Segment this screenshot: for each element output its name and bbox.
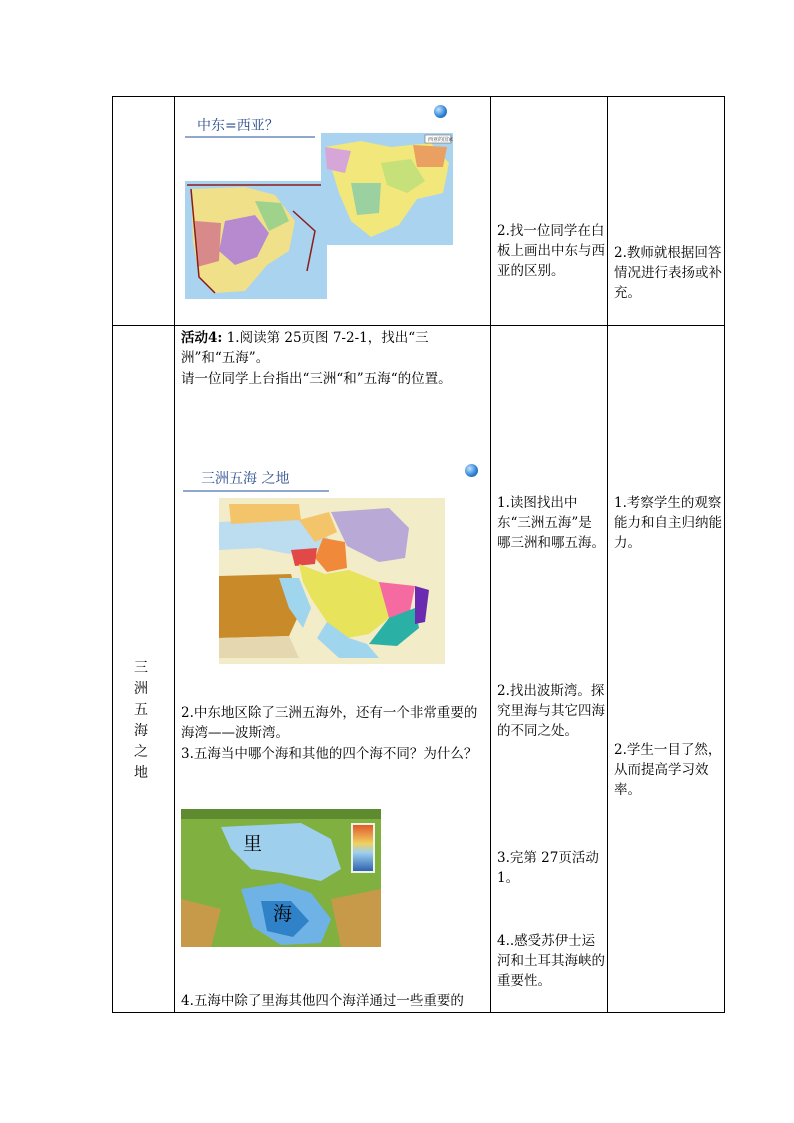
middle-east-slide xyxy=(181,103,453,299)
west-asia-map xyxy=(321,133,453,245)
table-row xyxy=(113,97,725,326)
three-continents-five-seas-map xyxy=(219,498,445,664)
invite-text: 请一位同学上台指出“三洲“和”五海“的位置。 xyxy=(181,371,452,387)
student-step-2: 2.找出波斯湾。探究里海与其它四海的不同之处。 xyxy=(497,683,605,739)
slide-title: 三洲五海 之地 xyxy=(201,471,290,487)
question-3: 3.五海当中哪个海和其他的四个海不同？为什么？ xyxy=(181,746,478,762)
question-4: 4.五海中除了里海其他四个海洋通过一些重要的 xyxy=(181,993,464,1009)
activity-label: 活动4: xyxy=(181,330,223,346)
title-underline xyxy=(183,490,329,492)
student-activity-cell xyxy=(491,97,608,326)
caspian-label-2: 海 xyxy=(273,903,293,925)
caspian-sea-map xyxy=(181,809,381,947)
table-row xyxy=(113,326,725,1013)
activity-instructions xyxy=(181,328,481,368)
globe-icon xyxy=(434,105,447,118)
slide-title: 中东=西亚？ xyxy=(197,118,279,134)
content-cell xyxy=(175,97,491,326)
section-cell-empty xyxy=(113,97,175,326)
student-step-1: 1.读图找出中东“三洲五海”是哪三洲和哪五海。 xyxy=(497,495,605,551)
section-cell xyxy=(113,326,175,1013)
section-title: 三 洲 五 海 之 地 xyxy=(134,660,148,781)
student-step-4: 4..感受苏伊士运河和土耳其海峡的重要性。 xyxy=(497,933,605,989)
caspian-label-1: 里 xyxy=(243,833,263,855)
teacher-intent-1: 1.考察学生的观察能力和自主归纳能力。 xyxy=(614,495,722,551)
student-step-3: 3.完第 27页活动 1。 xyxy=(497,850,599,886)
lesson-table xyxy=(112,96,725,1013)
student-activity-cell xyxy=(491,326,608,1013)
teacher-intent-2: 2.学生一目了然，从而提高学习效率。 xyxy=(614,742,722,798)
question-2: 2.中东地区除了三洲五海外，还有一个非常重要的海湾——波斯湾。 xyxy=(181,705,478,741)
teacher-intent-text: 2.教师就根据回答情况进行表扬或补充。 xyxy=(614,245,722,301)
title-underline xyxy=(185,136,315,138)
teacher-intent-cell xyxy=(608,97,725,326)
globe-icon xyxy=(465,464,478,477)
teacher-intent-cell xyxy=(608,326,725,1013)
map-label: 西亚的国家 xyxy=(428,137,454,143)
activity-text: 1.阅读第 25页图 7-2-1，找出“三洲”和“五海”。 xyxy=(181,330,429,366)
student-activity-text: 2.找一位同学在白板上画出中东与西亚的区别。 xyxy=(497,223,605,279)
middle-east-map xyxy=(185,181,327,299)
content-cell xyxy=(175,326,491,1013)
